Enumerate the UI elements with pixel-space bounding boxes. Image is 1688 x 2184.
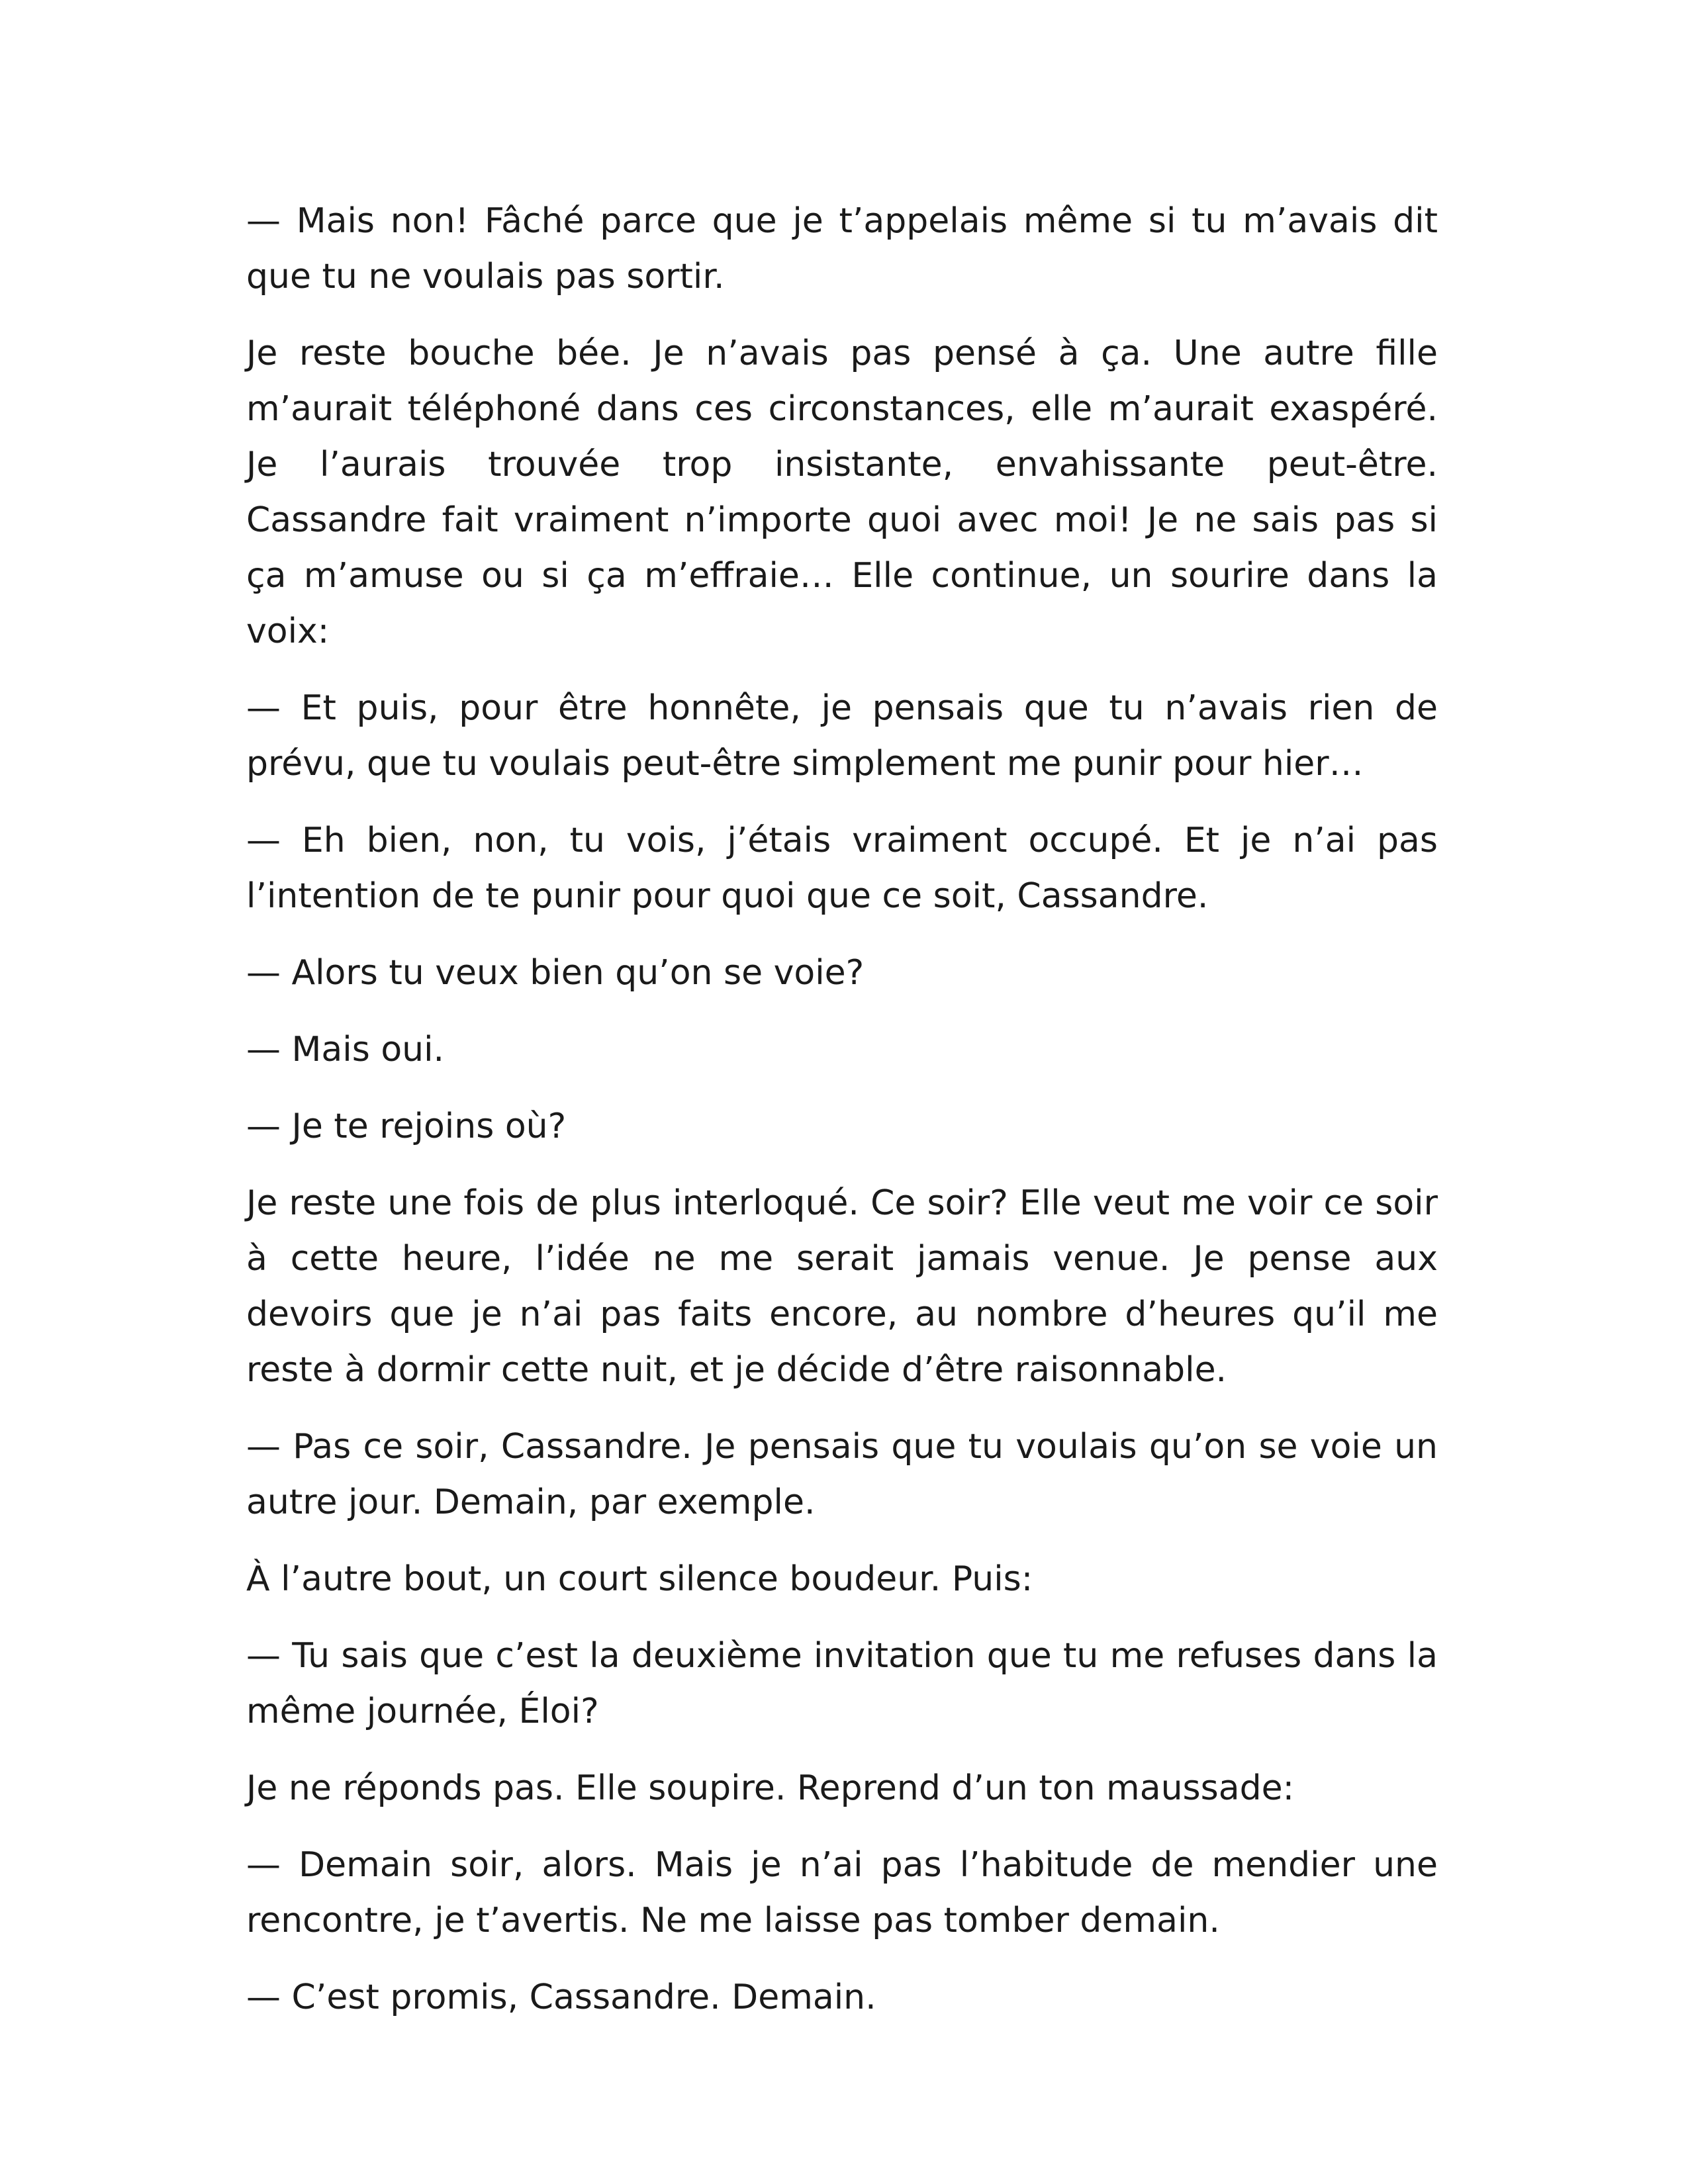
document-page: [246, 193, 1438, 2046]
paragraph: À l’autre bout, un court silence boudeur. Puis:: [246, 1559, 1033, 1599]
paragraph: — Eh bien, non, tu vois, j’étais vraiment occupé. Et je n’ai pas l’intention de te punir pour quoi que ce soit, Cassandre.: [246, 821, 1438, 916]
paragraph: — Demain soir, alors. Mais je n’ai pas l’habitude de mendier une rencontre, je t’avertis. Ne me laisse pas tomber demain.: [246, 1845, 1438, 1940]
paragraph: — C’est promis, Cassandre. Demain.: [246, 1978, 876, 2017]
paragraph: Je ne réponds pas. Elle soupire. Reprend d’un ton maussade:: [246, 1768, 1295, 1808]
paragraph: — Tu sais que c’est la deuxième invitation que tu me refuses dans la même journée, Éloi?: [246, 1636, 1438, 1731]
paragraph: — Alors tu veux bien qu’on se voie?: [246, 953, 865, 993]
paragraph: Je reste une fois de plus interloqué. Ce soir? Elle veut me voir ce soir à cette heure, l’idée ne me serait jamais venue. Je pense aux devoirs que je n’ai pas faits encore, au nombre d’heures qu’il me reste à dormir cette nuit, et je décide d’être raisonnable.: [246, 1183, 1438, 1390]
paragraph: Je reste bouche bée. Je n’avais pas pensé à ça. Une autre fille m’aurait téléphoné dans ces circonstances, elle m’aurait exaspéré. Je l’aurais trouvée trop insistante, envahissante peut-être. Cassandre fait vraiment n’importe quoi avec moi! Je ne sais pas si ça m’amuse ou si ça m’effraie… Elle continue, un sourire dans la voix:: [246, 334, 1438, 651]
paragraph: — Mais oui.: [246, 1030, 445, 1069]
paragraph: — Je te rejoins où?: [246, 1107, 567, 1146]
paragraph: — Pas ce soir, Cassandre. Je pensais que tu voulais qu’on se voie un autre jour. Demain, par exemple.: [246, 1427, 1438, 1522]
paragraph: — Et puis, pour être honnête, je pensais que tu n’avais rien de prévu, que tu voulais peut-être simplement me punir pour hier…: [246, 688, 1438, 784]
paragraph: — Mais non! Fâché parce que je t’appelais même si tu m’avais dit que tu ne voulais pas sortir.: [246, 201, 1438, 296]
